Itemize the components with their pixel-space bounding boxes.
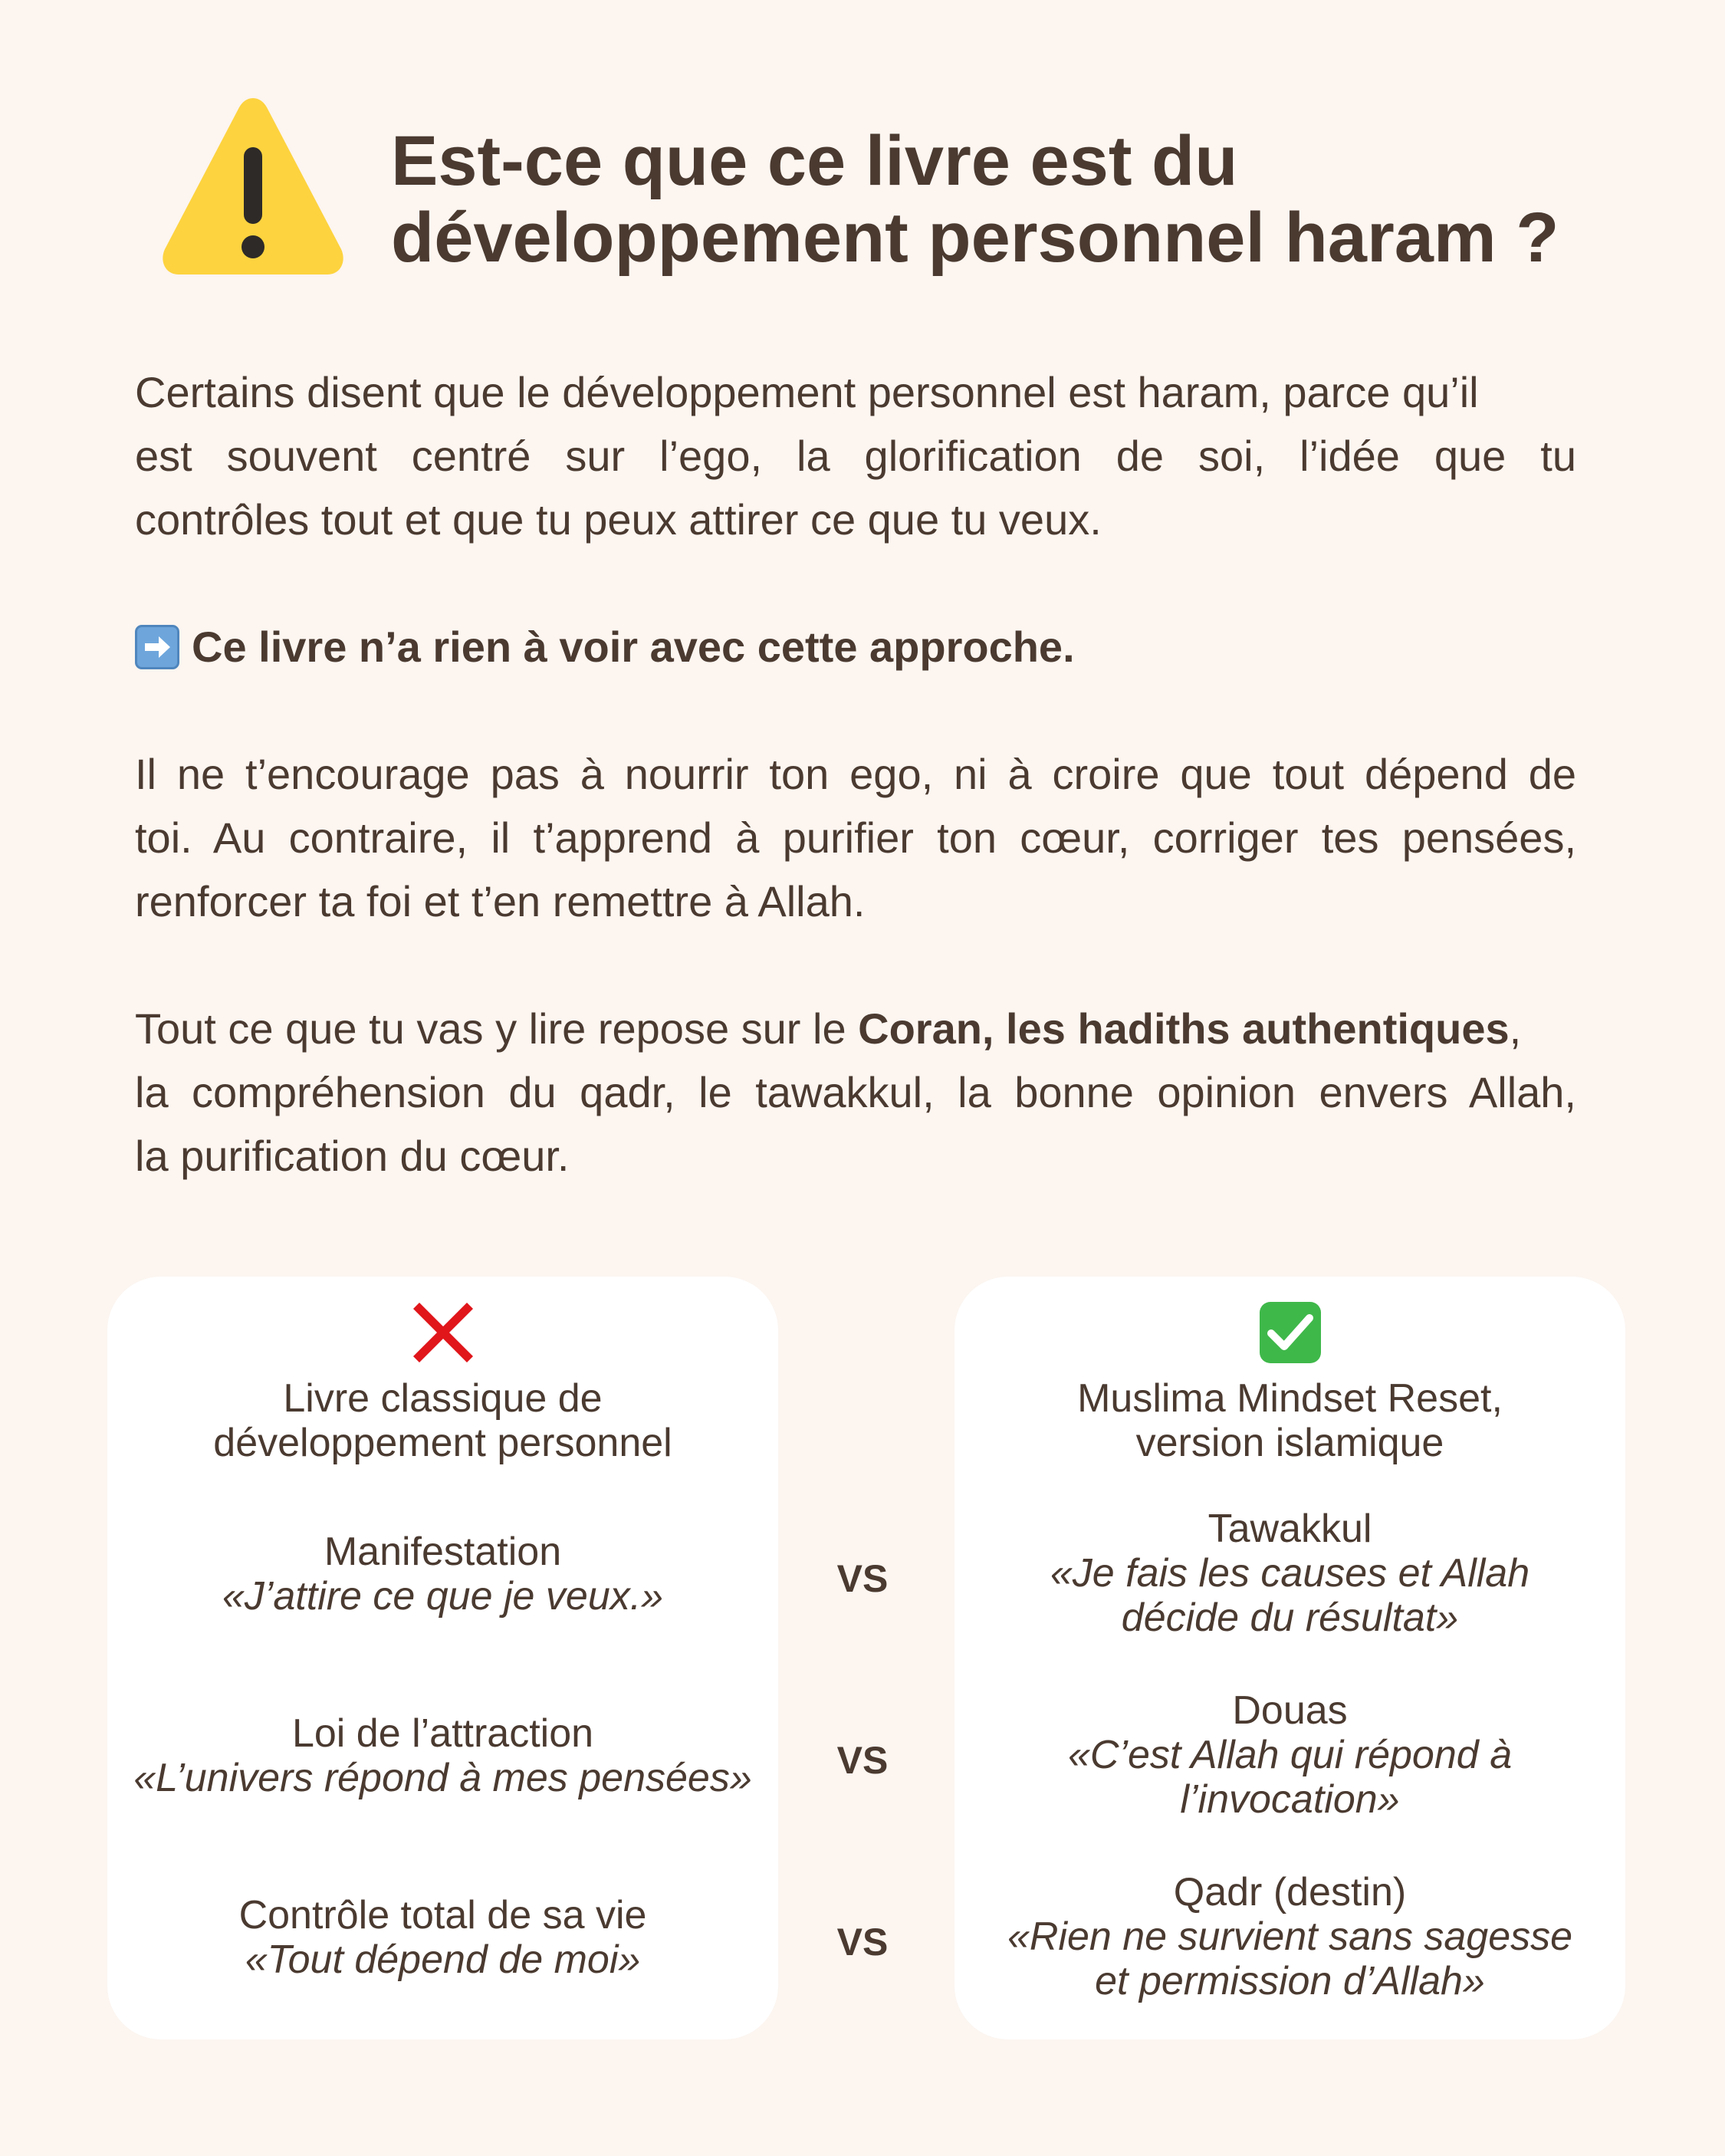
title-line-2: développement personnel haram ? [391, 199, 1559, 277]
classic-book-card [107, 1277, 778, 2039]
statement-text: Ce livre n’a rien à voir avec cette approche. [192, 623, 1075, 671]
page-title [391, 123, 1559, 276]
item-quote: «C’est Allah qui répond à [1067, 1733, 1513, 1777]
intro-paragraph [135, 360, 1576, 551]
intro-line: contrôles tout et que tu peux attirer ce que tu veux. [135, 495, 1102, 544]
right-arrow-icon [135, 625, 179, 669]
islamic-version-card [955, 1277, 1625, 2039]
comparison-item [955, 1688, 1625, 1822]
item-label: Contrôle total de sa vie [238, 1893, 647, 1937]
header [157, 92, 1614, 291]
paragraph-3-text: , [1509, 1004, 1522, 1053]
item-quote: décide du résultat» [1121, 1596, 1459, 1640]
item-quote: l’invocation» [1180, 1777, 1400, 1822]
paragraph-2-line: renforcer ta foi et t’en remettre à Allah. [135, 877, 866, 925]
vs-label: VS [836, 1921, 889, 1964]
item-quote: et permission d’Allah» [1095, 1959, 1485, 2003]
item-quote: «L’univers répond à mes pensées» [133, 1756, 752, 1800]
comparison-item [955, 1870, 1625, 2003]
card-title [955, 1376, 1625, 1465]
item-quote: «J’attire ce que je veux.» [222, 1574, 664, 1619]
card-title-line: développement personnel [213, 1421, 672, 1465]
paragraph-3-line: la compréhension du qadr, le tawakkul, la bonne opinion envers Allah, [135, 1068, 1576, 1116]
paragraph-2-line: toi. Au contraire, il t’apprend à purifier ton cœur, corriger tes pensées, [135, 813, 1576, 862]
paragraph-3-line [135, 997, 1576, 1060]
paragraph-3 [135, 997, 1576, 1188]
item-quote: «Rien ne survient sans sagesse [1007, 1914, 1573, 1959]
paragraph-3-text: Tout ce que tu vas y lire repose sur le [135, 1004, 859, 1053]
title-line-1: Est-ce que ce livre est du [391, 122, 1238, 200]
comparison-item [955, 1507, 1625, 1640]
paragraph-3-bold-text: Coran, les hadiths authentiques [858, 1004, 1510, 1053]
item-quote: «Je fais les causes et Allah [1050, 1551, 1530, 1596]
vs-label: VS [836, 1739, 889, 1782]
intro-line: Certains disent que le développement personnel est haram, parce qu’il [135, 368, 1479, 416]
comparison-item [107, 1711, 778, 1800]
card-title-line: version islamique [1135, 1421, 1444, 1465]
vs-label: VS [836, 1557, 889, 1600]
item-quote: «Tout dépend de moi» [245, 1937, 641, 1982]
card-title [107, 1376, 778, 1465]
paragraph-2 [135, 742, 1576, 933]
card-title-line: Livre classique de [283, 1376, 603, 1421]
body-text [135, 360, 1576, 1188]
comparison-item [107, 1530, 778, 1619]
item-label: Manifestation [324, 1530, 562, 1574]
item-label: Loi de l’attraction [291, 1711, 594, 1756]
item-label: Qadr (destin) [1173, 1870, 1407, 1914]
intro-line: est souvent centré sur l’ego, la glorification de soi, l’idée que tu [135, 432, 1576, 480]
statement [135, 615, 1576, 679]
card-title-line: Muslima Mindset Reset, [1077, 1376, 1503, 1421]
item-label: Douas [1232, 1688, 1348, 1733]
check-mark-icon [1257, 1300, 1323, 1366]
warning-icon [157, 92, 349, 284]
paragraph-3-line: la purification du cœur. [135, 1132, 570, 1180]
comparison-item [107, 1893, 778, 1982]
paragraph-2-line: Il ne t’encourage pas à nourrir ton ego, ni à croire que tout dépend de [135, 750, 1576, 798]
item-label: Tawakkul [1208, 1507, 1372, 1551]
cross-mark-icon [410, 1300, 476, 1366]
